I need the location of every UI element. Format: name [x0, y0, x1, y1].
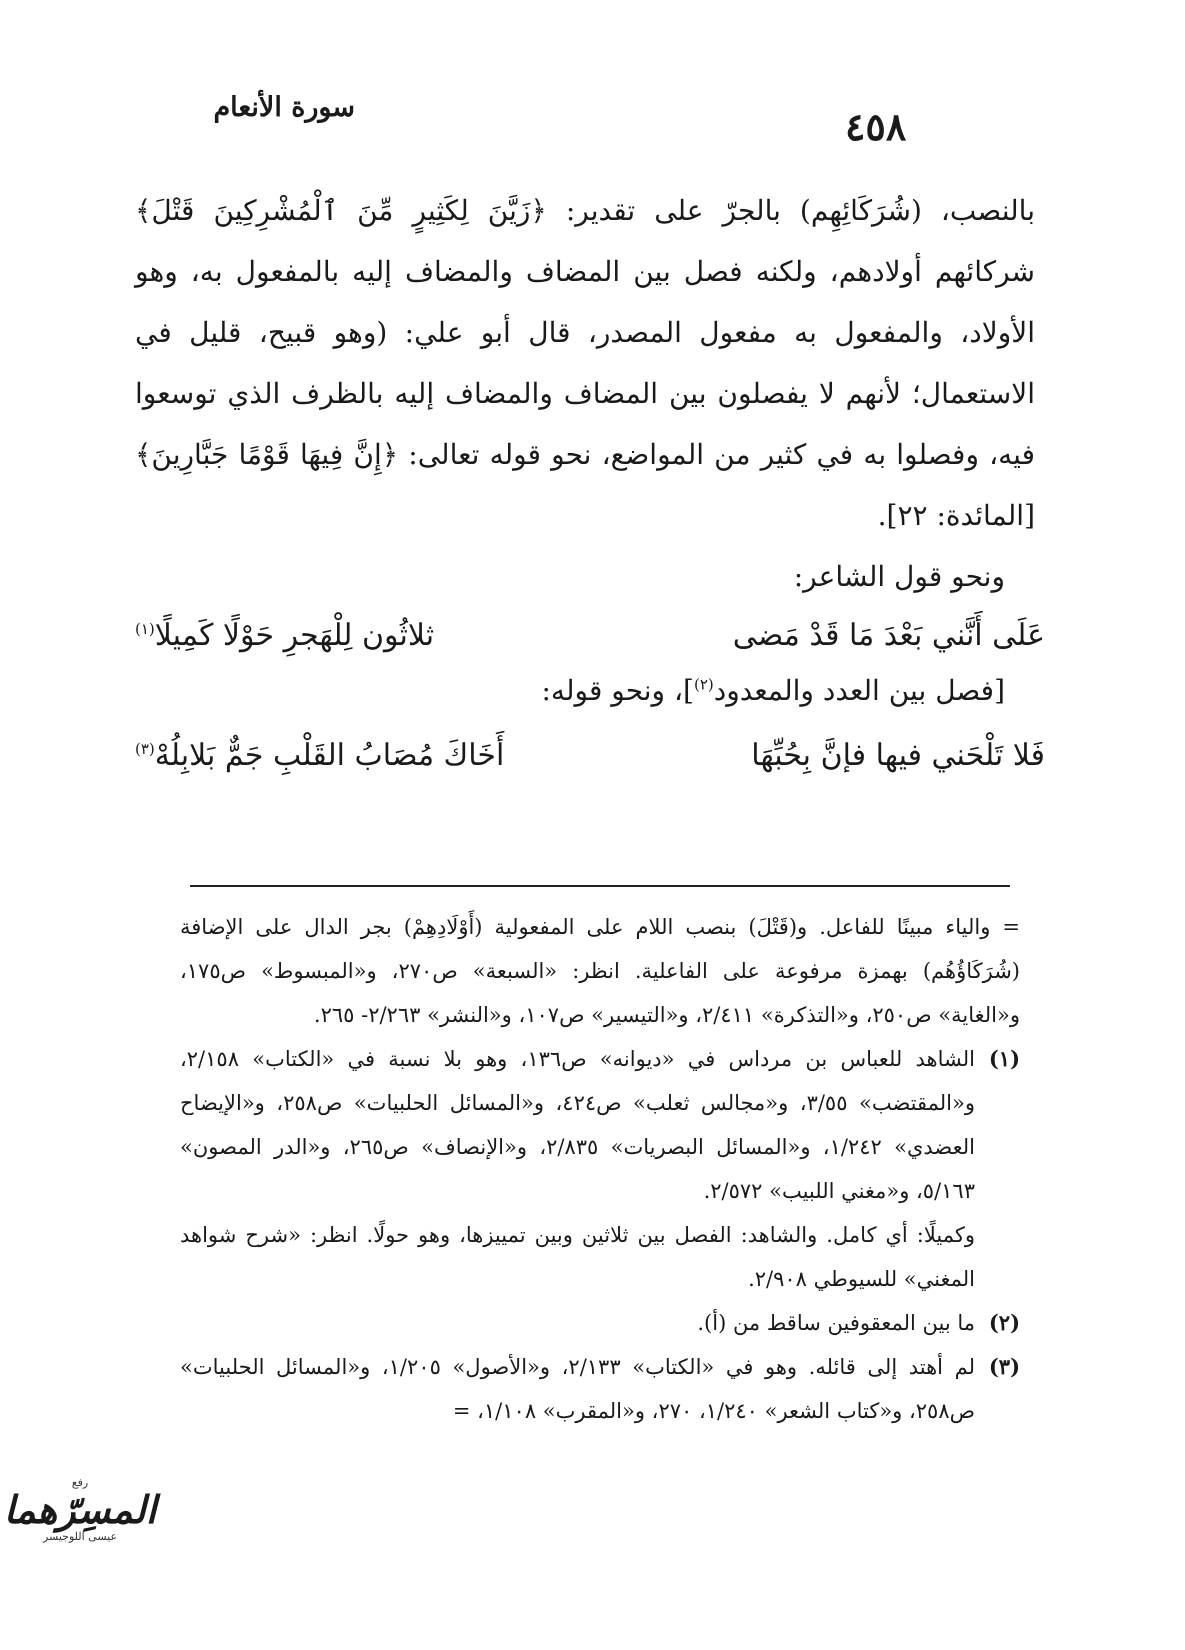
- verse-second-hemistich: أَخَاكَ مُصَابُ القَلْبِ جَمٌّ بَلابِلُهْ$^{(٣)}$: [135, 737, 505, 773]
- page-number: ٤٥٨: [845, 104, 907, 149]
- footnote-1-extra: وكميلًا: أي كامل. والشاهد: الفصل بين ثلاثين وبين تمييزها، وهو حولًا. انظر: «شرح شواهد المغني» للسيوطي ٢/٩٠٨.: [180, 1223, 975, 1291]
- footnote-number: (٢): [988, 1310, 1020, 1335]
- main-text-continued: [135, 660, 1035, 721]
- verse-first-hemistich: فَلا تَلْحَني فيها فإنَّ بِحُبِّهَا: [751, 737, 1045, 773]
- poem-verse: [135, 606, 1045, 664]
- stamp-top-text: رفع: [71, 1476, 89, 1489]
- footnote-continuation: = والياء مبينًا للفاعل. و(قَتْلَ) بنصب اللام على المفعولية (أَوْلَادِهِمْ) بجر الدال على الإضافة (شُرَكَاؤُهُم) بهمزة مرفوعة على الفاعلية. انظر: «السبعة» ص٢٧٠، و«المبسوط» ص١٧٥، و«الغاية» ص٢٥٠، و«التذكرة» ٢/٤١١، و«التيسير» ص١٠٧، و«النشر» ٢/٢٦٣- ٢٦٥.: [180, 915, 1020, 1027]
- stamp-sub-text: عيسى اللوجيسر: [42, 1530, 118, 1543]
- footnote-2: [180, 1301, 1020, 1345]
- footnote-text: الشاهد للعباس بن مرداس في «ديوانه» ص١٣٦، وهو بلا نسبة في «الكتاب» ٢/١٥٨، و«المقتضب» ٣/٥٥، و«مجالس ثعلب» ص٤٢٤، و«المسائل الحلبيات» ص٢٥٨، و«الإيضاح العضدي» ١/٢٤٢، و«المسائل البصريات» ٢/٨٣٥، و«الإنصاف» ص٢٦٥، و«الدر المصون» ٥/١٦٣، و«مغني اللبيب» ٢/٥٧٢.: [180, 1047, 976, 1203]
- body-paragraph: ونحو قول الشاعر:: [793, 560, 1005, 593]
- footnote-marker: (١): [135, 619, 155, 638]
- footnote-marker: (٢): [693, 675, 714, 694]
- footnote-1: [180, 1037, 1020, 1213]
- footnotes: [180, 905, 1020, 1433]
- poem-verse: [135, 726, 1045, 784]
- library-stamp-logo: [3, 1465, 157, 1555]
- verse-second-hemistich: ثلاثُون لِلْهَجرِ حَوْلًا كَمِيلًا$^{(١)}$: [135, 617, 435, 653]
- footnote-separator: [190, 885, 1010, 887]
- footnote-text: لم أهتد إلى قائله. وهو في «الكتاب» ٢/١٣٣، و«الأصول» ١/٢٠٥، و«المسائل الحلبيات» ص٢٥٨، و«كتاب الشعر» ١/٢٤٠، ٢٧٠، و«المقرب» ١/١٠٨، =: [180, 1355, 975, 1423]
- main-text: [135, 180, 1035, 607]
- verse-first-hemistich: عَلَى أَنَّني بَعْدَ مَا قَدْ مَضى: [732, 617, 1045, 653]
- stamp-main-text: المسِرّهما: [3, 1487, 157, 1532]
- footnote-number: (٣): [988, 1354, 1020, 1379]
- footnote-3: [180, 1345, 1020, 1433]
- footnote-text: ما بين المعقوفين ساقط من (أ).: [697, 1311, 975, 1335]
- running-header-title: سورة الأنعام: [213, 92, 355, 123]
- body-paragraph: بالنصب، (شُرَكَائِهِم) بالجرّ على تقدير: ﴿زَيَّنَ لِكَثِيرٍ مِّنَ ٱلْمُشْرِكِينَ قَتْلَ﴾ شركائهم أولادهم، ولكنه فصل بين المضاف والمضاف إليه بالمفعول به، وهو الأولاد، والمفعول به مفعول المصدر، قال أبو علي: (وهو قبيح، قليل في الاستعمال؛ لأنهم لا يفصلون بين المضاف والمضاف إليه بالظرف الذي توسعوا فيه، وفصلوا به في كثير من المواضع، نحو قوله تعالى: ﴿إِنَّ فِيهَا قَوْمًا جَبَّارِينَ﴾ [المائدة: ٢٢].: [135, 194, 1035, 532]
- footnote-number: (١): [988, 1046, 1020, 1071]
- body-paragraph: [فصل بين العدد والمعدود$^{(٢)}$]، ونحو قوله:: [541, 674, 1005, 707]
- footnote-marker: (٣): [135, 739, 155, 758]
